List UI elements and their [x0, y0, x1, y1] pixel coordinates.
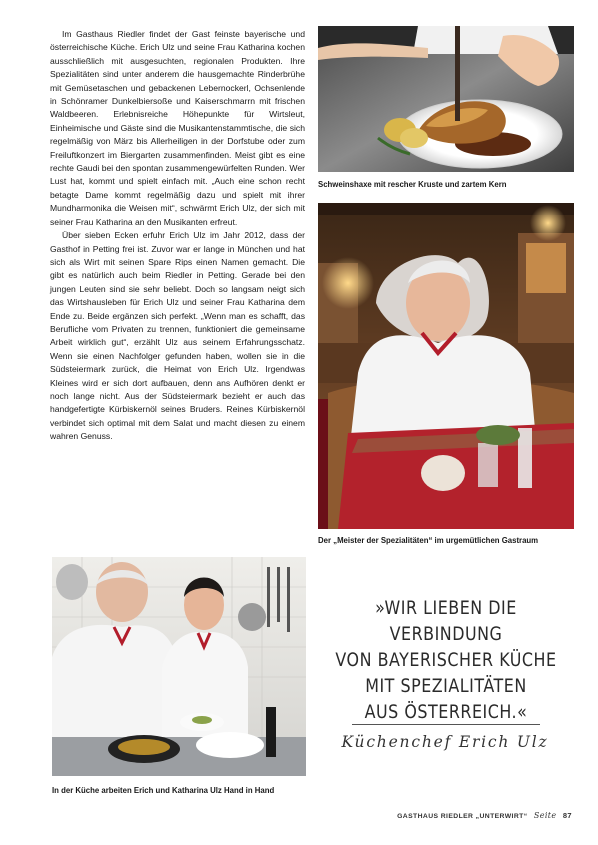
- page-footer: [397, 811, 572, 820]
- pull-quote-line: »WIR LIEBEN DIE VERBINDUNG: [375, 598, 517, 645]
- dish-caption: Schweinshaxe mit rescher Kruste und zartem Kern: [318, 180, 507, 189]
- pull-quote-line: VON BAYERISCHER KÜCHE: [335, 650, 557, 671]
- article-paragraph: Über sieben Ecken erfuhr Erich Ulz im Jahr 2012, dass der Gasthof in Petting frei ist. Zuvor war er lange in München und hat sich als Wirt mit seinen Spare Rips einen Namen gemacht. Die gibt es natürlich auch beim Riedler in Petting. Gerade bei den jungen Leuten sind sie sehr beliebt. Doch so langsam neigt sich das Wirtshausleben für Erich Ulz und seiner Frau Katharina dem Ende zu. Beide ergänzen sich perfekt. „Wenn man es schafft, das Berufliche vom Privaten zu trennen, funktioniert die gemeinsame Arbeit wirklich gut“, erzählt Ulz aus seinem Erfahrungsschatz. Wenn sie einen Nachfolger gefunden haben, wollen sie in die Südsteiermark zurück, die Heimat von Erich Ulz. Irgendwas Kleines wird er sich dort aufbauen, denn ans Aufhören denkt er noch lange nicht. Aus der Südsteiermark bezieht er auch das handgefertigte Kürbiskernöl seines Bruders. Reines Kürbiskernöl verbindet sich optimal mit dem Salat und macht diesen zu einem wahren Genuss.: [50, 230, 305, 442]
- article-body: [50, 28, 305, 444]
- page-number: 87: [562, 811, 572, 820]
- chef-caption: Der „Meister der Spezialitäten“ im urgemütlichen Gastraum: [318, 536, 539, 545]
- quote-signature: Küchenchef Erich Ulz: [341, 733, 549, 751]
- footer-seite: Seite: [533, 811, 557, 820]
- pull-quote-line: AUS ÖSTERREICH.«: [364, 702, 528, 723]
- pull-quote: [333, 596, 558, 726]
- quote-divider: [352, 724, 540, 725]
- kitchen-caption: In der Küche arbeiten Erich und Katharina Ulz Hand in Hand: [52, 786, 275, 795]
- footer-title: GASTHAUS RIEDLER „UNTERWIRT“: [397, 813, 528, 820]
- dish-photo: [318, 26, 574, 172]
- pull-quote-line: MIT SPEZIALITÄTEN: [365, 676, 527, 697]
- chef-photo: [318, 203, 574, 529]
- article-paragraph: Im Gasthaus Riedler findet der Gast feinste bayerische und österreichische Küche. Erich Ulz und seine Frau Katharina kochen ausschließlich mit ausgesuchten, regionalen Produkten. Ihre Spezialitäten sind unter anderem die hausgemachte Rinderbrühe mit Gemüsetaschen und gebackenen Lebernockerl, Ochsenlende in Schönramer Dunkelbiersoße und Kaiserschmarrn mit frischen Waldbeeren. Erlebnisreiche Höhepunkte für Wirtsleut, Einheimische und Gäste sind die Musikantenstammtische, die sich regelmäßig von März bis Allerheiligen in der Dorfstube oder zum Freiluftkonzert im Biergarten zusammenfinden. Meist gibt es eine rechte Gaudi bei den spontan zusammengewürfelten Runden. Wer Lust hat, kommt und spielt einfach mit. „Auch eine schon recht betagte Dame kommt regelmäßig dazu und spielt mit ihrer Mundharmonika die Weisen mit“, schwärmt Erich Ulz, der sich mit seiner Frau Katharina an den Musikanten erfreut.: [50, 29, 305, 227]
- kitchen-photo: [52, 557, 306, 776]
